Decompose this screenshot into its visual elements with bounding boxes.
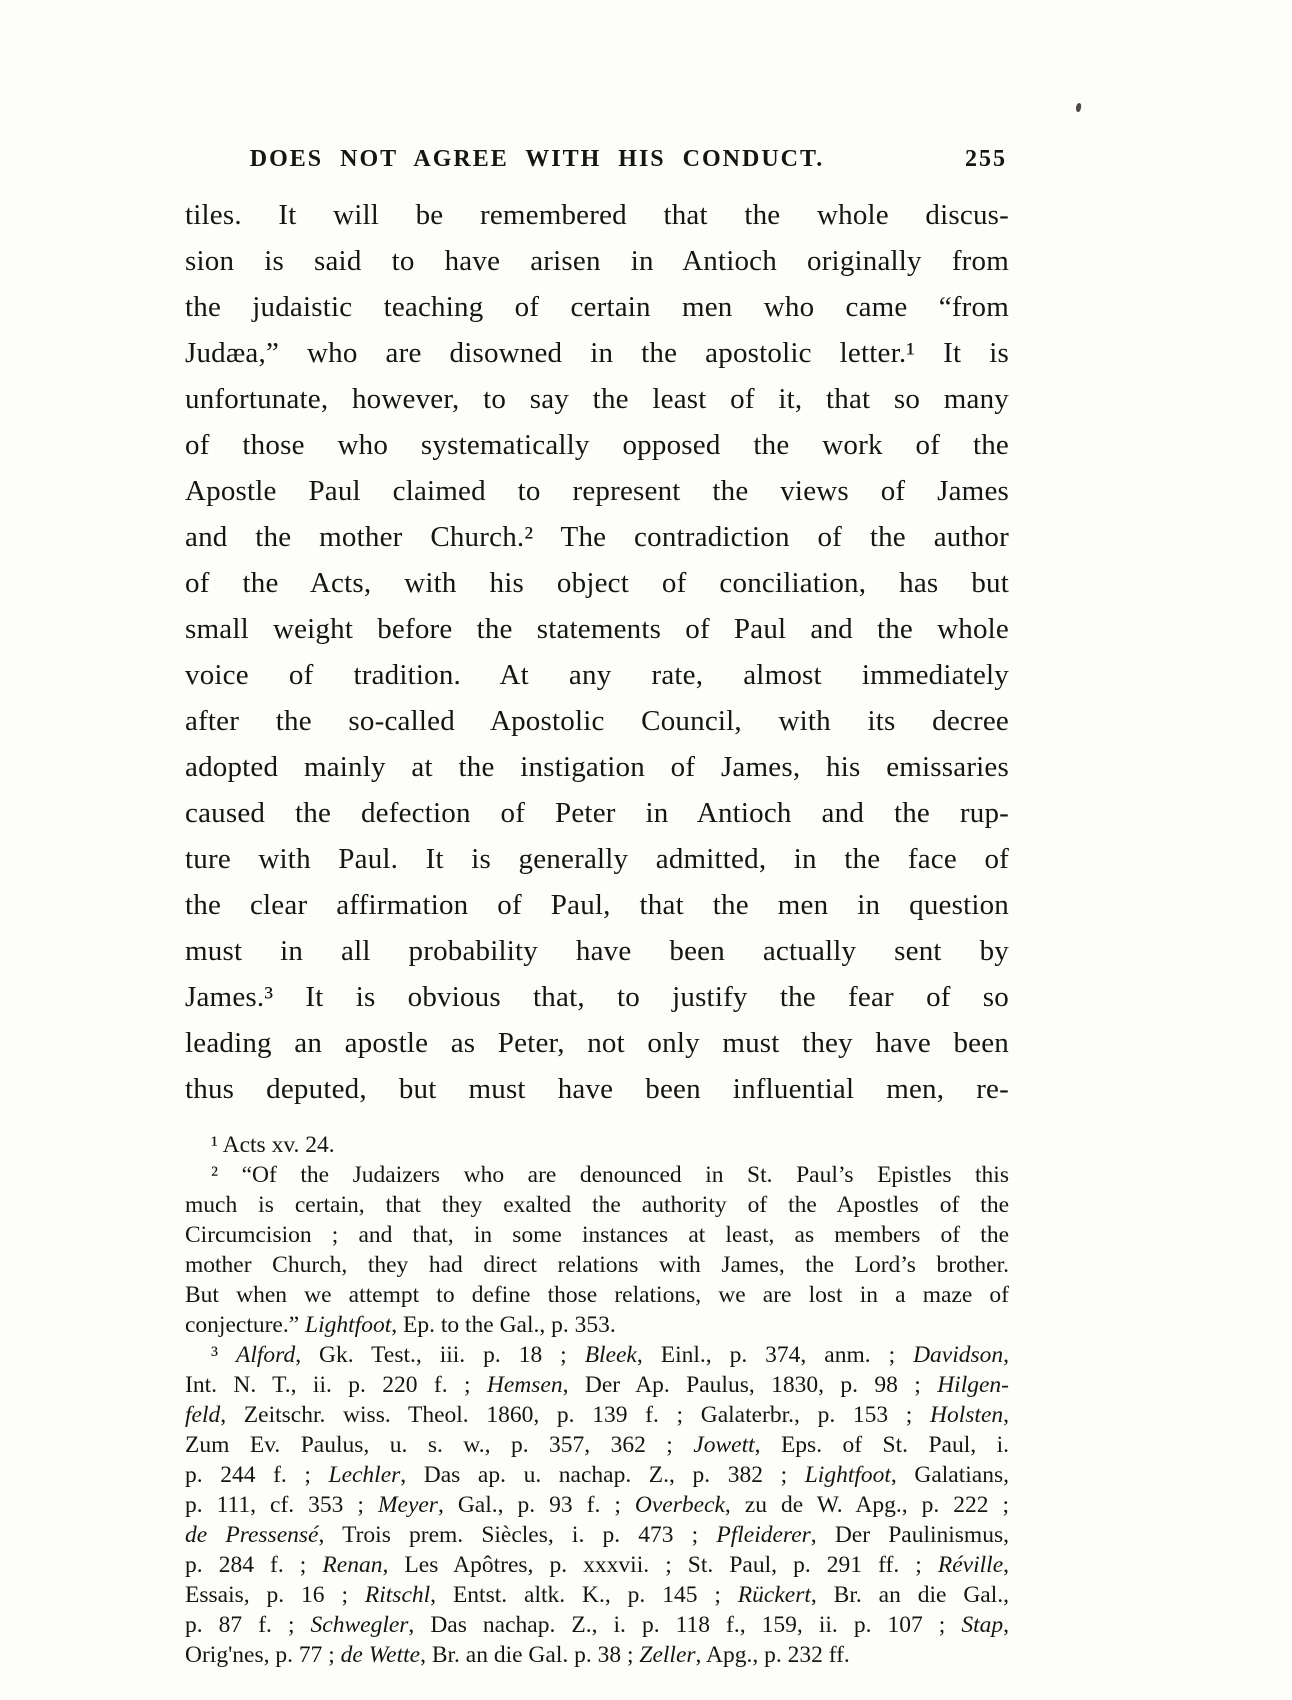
footnote-text: Essais, p. 16 ;	[185, 1582, 365, 1608]
footnote-text: much is certain, that they exalted the authority of the Apostles of the	[185, 1192, 1009, 1218]
footnote-text: ,	[1003, 1402, 1009, 1428]
footnote-author-italic: Ritschl	[364, 1582, 431, 1608]
footnote-text: ,	[1003, 1612, 1009, 1638]
footnote-line	[185, 1340, 1009, 1370]
footnote-author-italic: Jowett	[693, 1432, 755, 1458]
footnote-author-italic: Hemsen	[486, 1372, 563, 1398]
body-line: sion is said to have arisen in Antioch originally from	[185, 245, 1009, 277]
footnote-author-italic: Bleek	[584, 1342, 637, 1368]
footnote-text: Int. N. T., ii. p. 220 f. ;	[185, 1372, 487, 1398]
footnote-text: , Gal., p. 93 f. ;	[437, 1492, 635, 1518]
body-line: leading an apostle as Peter, not only must they have been	[185, 1027, 1009, 1059]
footnote-text: p. 87 f. ;	[185, 1612, 311, 1638]
footnote-text: , Trois prem. Siècles, i. p. 473 ;	[318, 1522, 717, 1548]
body-line: of the Acts, with his object of conciliation, has but	[185, 567, 1009, 599]
footnote-line	[185, 1430, 1009, 1460]
footnote-line	[185, 1280, 1009, 1310]
page-number: 255	[965, 146, 1007, 172]
body-line: adopted mainly at the instigation of James, his emissaries	[185, 751, 1009, 783]
body-line: thus deputed, but must have been influential men, re-	[185, 1073, 1009, 1105]
footnote-text: , Les Apôtres, p. xxxvii. ; St. Paul, p. 291 ff. ;	[382, 1552, 938, 1578]
footnotes	[185, 1130, 1009, 1670]
footnote-author-italic: Lightfoot	[305, 1312, 392, 1338]
footnote-line	[185, 1160, 1009, 1190]
footnote-text: , Das ap. u. nachap. Z., p. 382 ;	[400, 1462, 805, 1488]
footnote-line	[185, 1190, 1009, 1220]
body-line: of those who systematically opposed the work of the	[185, 429, 1009, 461]
body-line: small weight before the statements of Paul and the whole	[185, 613, 1009, 645]
footnote-text: ¹ Acts xv. 24.	[211, 1132, 335, 1158]
footnote-author-italic: de Wette	[340, 1642, 421, 1668]
body-line: the clear affirmation of Paul, that the men in question	[185, 889, 1009, 921]
footnote-line	[185, 1400, 1009, 1430]
footnote-author-italic: feld	[185, 1402, 221, 1428]
footnote-text: , Br. an die Gal.,	[810, 1582, 1009, 1608]
footnote-text: , Der Ap. Paulus, 1830, p. 98 ;	[562, 1372, 938, 1398]
running-header	[185, 146, 1009, 180]
body-line: ture with Paul. It is generally admitted, in the face of	[185, 843, 1009, 875]
body-line: James.³ It is obvious that, to justify the fear of so	[185, 981, 1009, 1013]
body-line: Apostle Paul claimed to represent the views of James	[185, 475, 1009, 507]
footnote-line	[185, 1310, 1009, 1340]
footnote-author-italic: Holsten	[930, 1402, 1004, 1428]
footnote-text: , zu de W. Apg., p. 222 ;	[724, 1492, 1009, 1518]
footnote-text: ,	[1003, 1552, 1009, 1578]
footnote-line	[185, 1250, 1009, 1280]
footnote-text: , Galatians,	[890, 1462, 1009, 1488]
page-header-title: DOES NOT AGREE WITH HIS CONDUCT.	[249, 146, 825, 172]
footnote-author-italic: Lightfoot	[804, 1462, 891, 1488]
footnote-author-italic: Meyer	[377, 1492, 438, 1518]
footnote-author-italic: Schwegler	[310, 1612, 409, 1638]
footnote-author-italic: Lechler	[328, 1462, 401, 1488]
footnote-author-italic: de Pressensé	[185, 1522, 319, 1548]
body-line: after the so-called Apostolic Council, with its decree	[185, 705, 1009, 737]
footnote-line	[185, 1610, 1009, 1640]
footnote-author-italic: Stap	[961, 1612, 1004, 1638]
footnote-text: , Entst. altk. K., p. 145 ;	[430, 1582, 738, 1608]
body-line: must in all probability have been actually sent by	[185, 935, 1009, 967]
footnote-text: Circumcision ; and that, in some instances at least, as members of the	[185, 1222, 1009, 1248]
footnote-text: ² “Of the Judaizers who are denounced in St. Paul’s Epistles this	[211, 1162, 1009, 1188]
footnote-text: , Apg., p. 232 ff.	[695, 1642, 850, 1668]
footnote-line	[185, 1580, 1009, 1610]
footnote-text: Zum Ev. Paulus, u. s. w., p. 357, 362 ;	[185, 1432, 694, 1458]
body-line: Judæa,” who are disowned in the apostolic letter.¹ It is	[185, 337, 1009, 369]
footnote-text: Orig'nes, p. 77 ;	[185, 1642, 341, 1668]
footnote-line	[185, 1520, 1009, 1550]
footnote-text: p. 111, cf. 353 ;	[185, 1492, 378, 1518]
body-line: voice of tradition. At any rate, almost immediately	[185, 659, 1009, 691]
footnote-author-italic: Rückert	[737, 1582, 811, 1608]
footnote-author-italic: Réville	[937, 1552, 1004, 1578]
footnote-line	[185, 1490, 1009, 1520]
footnote-text: ,	[1003, 1342, 1009, 1368]
footnote-text: , Zeitschr. wiss. Theol. 1860, p. 139 f. ; Galaterbr., p. 153 ;	[220, 1402, 931, 1428]
body-line: the judaistic teaching of certain men who came “from	[185, 291, 1009, 323]
footnote-text: But when we attempt to define those relations, we are lost in a maze of	[185, 1282, 1009, 1308]
footnote-line	[185, 1220, 1009, 1250]
body-line: caused the defection of Peter in Antioch and the rup-	[185, 797, 1009, 829]
footnote-author-italic: Hilgen-	[937, 1372, 1009, 1398]
body-text	[185, 192, 1009, 1112]
footnote-author-italic: Zeller	[639, 1642, 696, 1668]
footnote-author-italic: Alford	[236, 1342, 296, 1368]
body-line: and the mother Church.² The contradiction of the author	[185, 521, 1009, 553]
footnote-text: , Einl., p. 374, anm. ;	[636, 1342, 914, 1368]
footnote-author-italic: Renan	[322, 1552, 383, 1578]
footnote-line	[185, 1130, 1009, 1160]
footnote-line	[185, 1640, 1009, 1670]
scan-artifact-speck	[1075, 103, 1082, 113]
footnote-text: , Ep. to the Gal., p. 353.	[391, 1312, 616, 1338]
footnote-text: , Gk. Test., iii. p. 18 ;	[295, 1342, 585, 1368]
body-line: unfortunate, however, to say the least of it, that so many	[185, 383, 1009, 415]
footnote-text: p. 284 f. ;	[185, 1552, 323, 1578]
footnote-text: p. 244 f. ;	[185, 1462, 329, 1488]
footnote-text: , Der Paulinismus,	[810, 1522, 1009, 1548]
footnote-text: , Das nachap. Z., i. p. 118 f., 159, ii. p. 107 ;	[408, 1612, 962, 1638]
footnote-author-italic: Pfleiderer	[716, 1522, 811, 1548]
footnote-text: conjecture.”	[185, 1312, 306, 1338]
footnote-line	[185, 1550, 1009, 1580]
footnote-text: , Eps. of St. Paul, i.	[754, 1432, 1009, 1458]
footnote-line	[185, 1460, 1009, 1490]
footnote-line	[185, 1370, 1009, 1400]
footnote-author-italic: Davidson	[913, 1342, 1004, 1368]
body-line: tiles. It will be remembered that the whole discus-	[185, 199, 1009, 231]
footnote-text: ³	[211, 1342, 237, 1368]
footnote-text: mother Church, they had direct relations with James, the Lord’s brother.	[185, 1252, 1009, 1278]
footnote-text: , Br. an die Gal. p. 38 ;	[420, 1642, 640, 1668]
footnote-author-italic: Overbeck	[634, 1492, 725, 1518]
